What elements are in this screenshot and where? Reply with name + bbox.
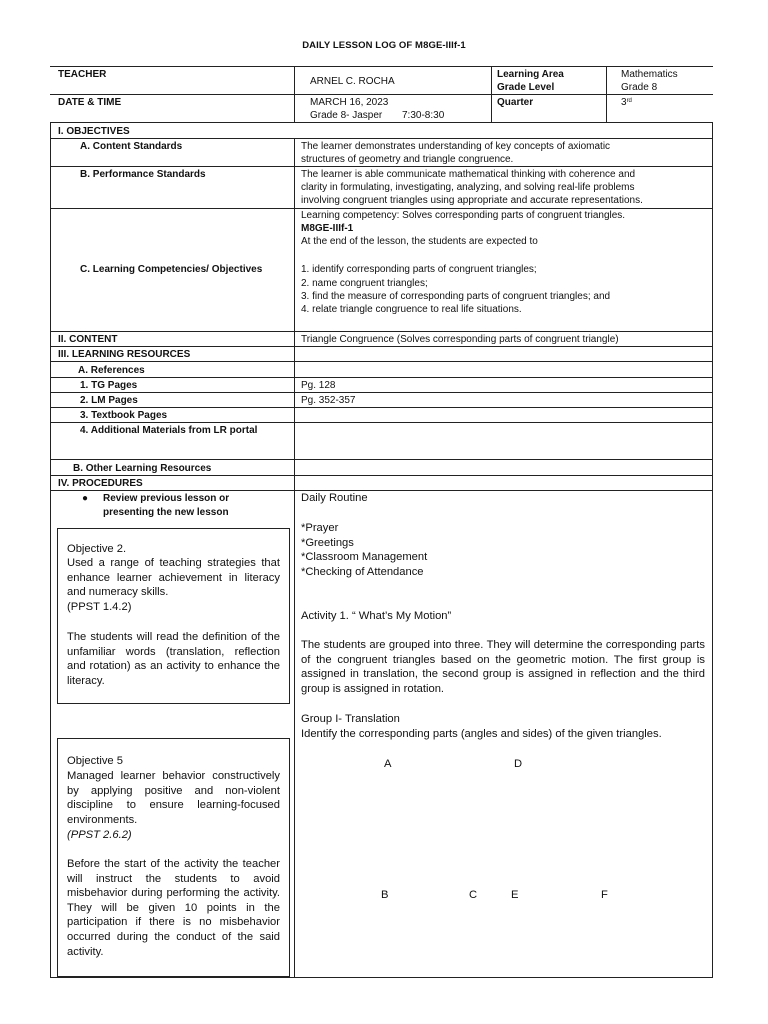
objectives-heading: I. OBJECTIVES <box>58 126 130 137</box>
review-label: Review previous lesson or <box>103 493 230 504</box>
rule <box>50 138 713 139</box>
rule <box>50 122 51 977</box>
lm-pages-value: Pg. 352-357 <box>301 395 356 406</box>
group-title: Group I- Translation <box>301 713 400 725</box>
competency-item: 3. find the measure of corresponding parts of congruent triangles; and <box>301 291 611 302</box>
additional-materials-label: 4. Additional Materials from LR portal <box>80 425 258 436</box>
activity-description: The students are grouped into three. They will determine the corresponding parts of the congruent triangles based on the geometric motion. The first group is assigned in translation, the second group is assigned in reflection and the third group is assigned in rotation. <box>301 639 705 695</box>
content-heading: II. CONTENT <box>58 334 118 345</box>
grade-level-value: Grade 8 <box>621 82 658 93</box>
date-value: MARCH 16, 2023 <box>310 97 389 108</box>
rule <box>50 407 713 408</box>
rule <box>294 331 295 977</box>
rule <box>50 166 713 167</box>
textbook-pages-label: 3. Textbook Pages <box>80 410 168 421</box>
content-value: Triangle Congruence (Solves corresponding parts of congruent triangle) <box>301 334 619 345</box>
rule <box>50 122 713 123</box>
vertex-label-c: C <box>469 889 478 901</box>
performance-standards-line: The learner is able communicate mathematical thinking with coherence and <box>301 169 636 180</box>
objective-2-text: Used a range of teaching strategies that enhance learner achievement in literacy and numeracy skills. <box>67 557 280 599</box>
vertex-label-e: E <box>511 889 519 901</box>
rule <box>491 66 492 122</box>
rule <box>50 346 713 347</box>
date-time-label: DATE & TIME <box>58 97 122 108</box>
competency-intro: At the end of the lesson, the students are expected to <box>301 236 538 247</box>
objective-2-note: The students will read the definition of the unfamiliar words (translation, reflection and rotation) as an activity to enhance the literacy. <box>67 631 280 687</box>
teacher-label: TEACHER <box>58 69 107 80</box>
competencies-label: C. Learning Competencies/ Objectives <box>80 264 263 275</box>
rule <box>50 977 713 978</box>
objective-2-title: Objective 2. <box>67 543 127 555</box>
rule <box>50 331 713 332</box>
rule <box>50 377 713 378</box>
rule <box>50 392 713 393</box>
rule <box>712 122 713 977</box>
content-standards-line: structures of geometry and triangle congruence. <box>301 154 514 165</box>
routine-item: *Prayer <box>301 522 339 534</box>
other-resources-label: B. Other Learning Resources <box>73 463 212 474</box>
performance-standards-line: involving congruent triangles using appropriate and accurate representations. <box>301 195 643 206</box>
objective-2-ppst: (PPST 1.4.2) <box>67 601 132 613</box>
procedures-heading: IV. PROCEDURES <box>58 478 143 489</box>
competency-item: 1. identify corresponding parts of congruent triangles; <box>301 264 537 275</box>
competency-code: M8GE-IIIf-1 <box>301 223 354 234</box>
rule <box>50 66 713 67</box>
daily-routine-title: Daily Routine <box>301 492 368 504</box>
vertex-label-f: F <box>601 889 608 901</box>
objective-5-box <box>57 738 290 977</box>
rule <box>606 66 607 122</box>
tg-pages-value: Pg. 128 <box>301 380 336 391</box>
review-label: presenting the new lesson <box>103 507 229 518</box>
vertex-label-a: A <box>384 758 392 770</box>
performance-standards-line: clarity in formulating, investigating, analyzing, and solving real-life problems <box>301 182 635 193</box>
tg-pages-label: 1. TG Pages <box>80 380 138 391</box>
objective-5-note: Before the start of the activity the teacher will instruct the students to avoid misbehavior during performing the activity. They will be given 10 points in the participation if there is no misbehavior occurred during the conduct of the said activity. <box>67 858 280 958</box>
group-description: Identify the corresponding parts (angles and sides) of the given triangles. <box>301 728 662 740</box>
competency-item: 2. name congruent triangles; <box>301 278 428 289</box>
objective-5-text: Managed learner behavior constructively by applying positive and non-violent discipline to ensure learning-focused environments. <box>67 770 280 826</box>
section-value: Grade 8- Jasper <box>310 110 383 121</box>
rule <box>294 66 295 122</box>
content-standards-line: The learner demonstrates understanding of key concepts of axiomatic <box>301 141 611 152</box>
references-label: A. References <box>78 365 145 376</box>
lm-pages-label: 2. LM Pages <box>80 395 138 406</box>
routine-item: *Greetings <box>301 537 354 549</box>
vertex-label-d: D <box>514 758 523 770</box>
rule <box>50 361 713 362</box>
rule <box>50 422 713 423</box>
document-title: DAILY LESSON LOG OF M8GE-IIIf-1 <box>302 40 466 51</box>
rule <box>50 490 713 491</box>
teacher-name: ARNEL C. ROCHA <box>310 76 395 87</box>
objective-2-box <box>57 528 290 704</box>
content-standards-label: A. Content Standards <box>80 141 183 152</box>
objective-5-ppst: (PPST 2.6.2) <box>67 829 132 841</box>
rule <box>50 459 713 460</box>
resources-heading: III. LEARNING RESOURCES <box>58 349 191 360</box>
grade-level-label: Grade Level <box>497 82 555 93</box>
time-value: 7:30-8:30 <box>402 110 445 121</box>
learning-area-value: Mathematics <box>621 69 678 80</box>
bullet-icon: ● <box>82 493 89 504</box>
competency-line: Learning competency: Solves corresponding parts of congruent triangles. <box>301 210 626 221</box>
rule <box>50 475 713 476</box>
vertex-label-b: B <box>381 889 389 901</box>
routine-item: *Checking of Attendance <box>301 566 424 578</box>
quarter-value: 3rd <box>621 97 632 108</box>
objective-5-title: Objective 5 <box>67 755 123 767</box>
activity-title: Activity 1. “ What’s My Motion” <box>301 610 452 622</box>
performance-standards-label: B. Performance Standards <box>80 169 206 180</box>
routine-item: *Classroom Management <box>301 551 428 563</box>
competency-item: 4. relate triangle congruence to real life situations. <box>301 304 522 315</box>
rule <box>50 94 713 95</box>
learning-area-label: Learning Area <box>497 69 564 80</box>
quarter-label: Quarter <box>497 97 534 108</box>
